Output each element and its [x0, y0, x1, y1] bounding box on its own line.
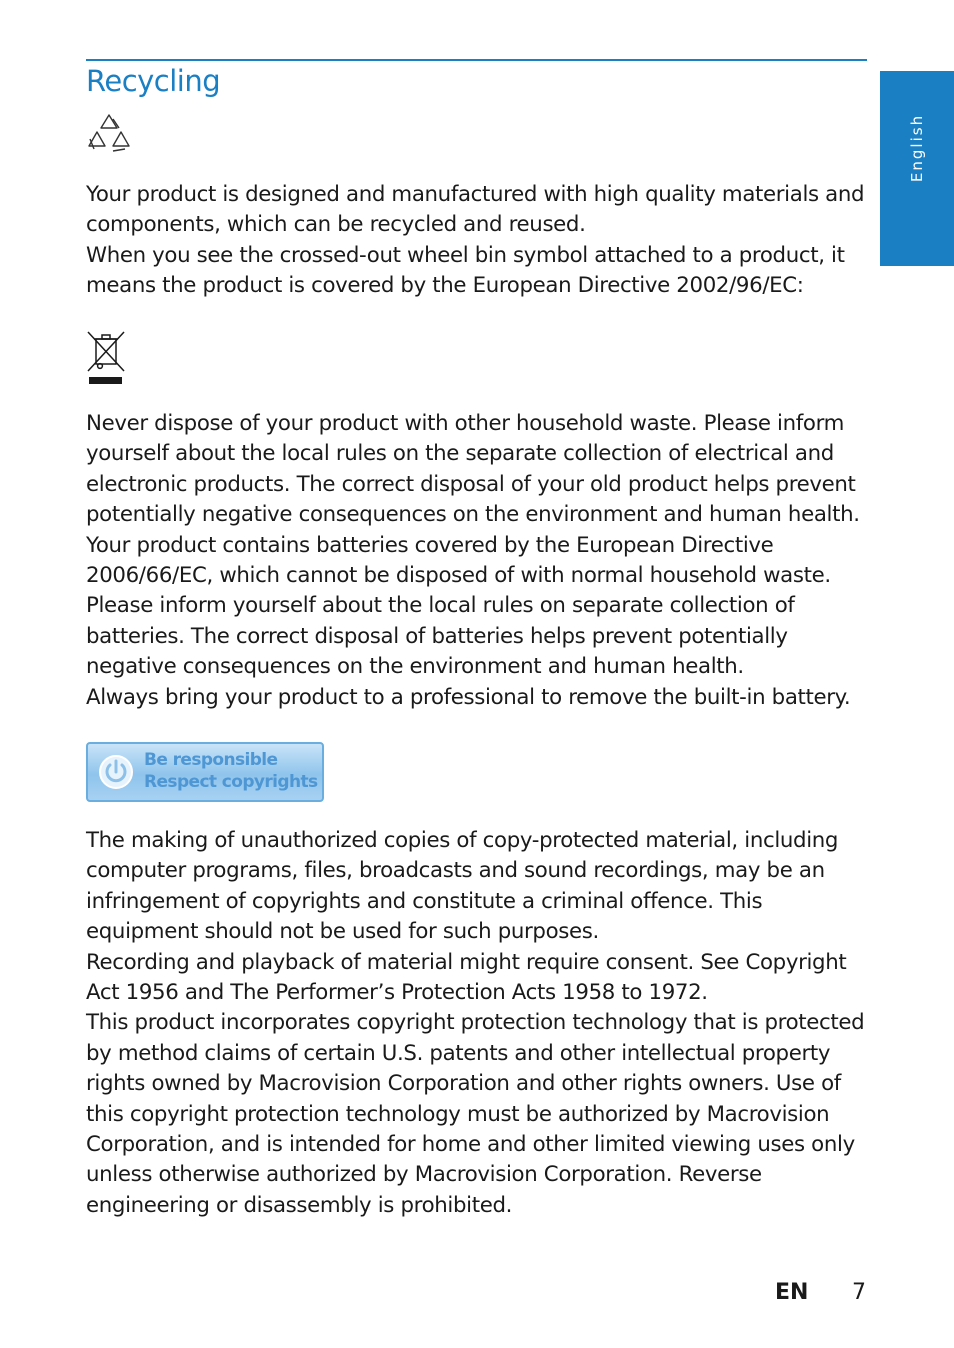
power-icon	[98, 754, 134, 790]
crossed-out-wheelie-bin-icon	[86, 330, 126, 386]
be-responsible-badge	[86, 742, 324, 802]
para-text: Recording and playback of material might require consent. See Copyright Act 1956 and The Performer’s Protection Acts 1958 to 1972.	[86, 949, 847, 1006]
para-text: The making of unauthorized copies of copy-protected material, including computer programs, files, broadcasts and sound recordings, may be an infringement of copyrights and constitute a criminal offence. This equipment should not be used for such purposes.	[86, 828, 839, 945]
recycling-paragraph	[86, 180, 876, 302]
para-text: Always bring your product to a professional to remove the built-in battery.	[86, 684, 851, 710]
copyright-paragraph	[86, 826, 876, 1221]
para-text: When you see the crossed-out wheel bin symbol attached to a product, it means the product is covered by the European Directive 2002/96/EC:	[86, 242, 845, 299]
para-text: Your product contains batteries covered by the European Directive 2006/66/EC, which cannot be disposed of with normal household waste.	[86, 532, 831, 589]
badge-line-1: Be responsible	[144, 750, 278, 770]
footer-language: EN	[775, 1280, 809, 1305]
disposal-paragraph	[86, 409, 876, 713]
page-number: 7	[852, 1280, 866, 1305]
para-text: Your product is designed and manufactured with high quality materials and components, which can be recycled and reused.	[86, 182, 865, 238]
para-text: This product incorporates copyright protection technology that is protected by method claims of certain U.S. patents and other intellectual property rights owned by Macrovision Corporation and other rights owners. Use of this copyright protection technology must be authorized by Macrovision Corporation, and is intended for home and other limited viewing uses only unless otherwise authorized by Macrovision Corporation. Reverse engineering or disassembly is prohibited.	[86, 1010, 865, 1218]
header-rule	[86, 59, 867, 61]
section-title: Recycling	[86, 64, 221, 98]
badge-text	[144, 749, 318, 793]
para-text: Please inform yourself about the local rules on separate collection of batteries. The correct disposal of batteries helps prevent potentially negative consequences on the environment and human health.	[86, 593, 795, 680]
language-tab	[880, 71, 954, 266]
badge-line-2: Respect copyrights	[144, 772, 318, 792]
language-tab-label: English	[908, 113, 926, 183]
para-text: Never dispose of your product with other household waste. Please inform yourself about the local rules on the separate collection of electrical and electronic products. The correct disposal of your old product helps prevent potentially negative consequences on the environment and human health.	[86, 411, 860, 528]
recycle-icon	[86, 111, 132, 157]
